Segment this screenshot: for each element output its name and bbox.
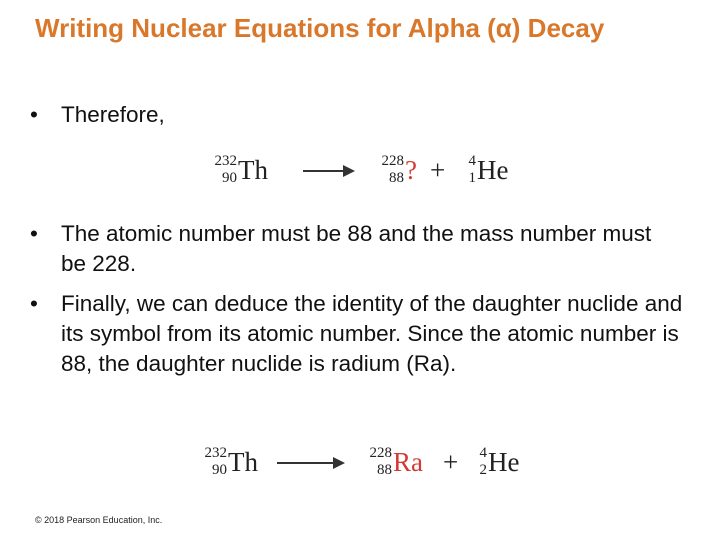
atomic-number: 1 [468, 170, 476, 186]
element-symbol: He [488, 447, 520, 477]
mass-number: 4 [468, 153, 476, 169]
unknown-symbol: ? [405, 155, 417, 185]
bullet-marker: • [30, 102, 38, 127]
element-symbol: He [477, 155, 509, 185]
mass-number: 4 [479, 445, 487, 461]
bullet-atomic-number [30, 219, 661, 279]
atomic-number: 88 [377, 462, 392, 478]
mass-number: 232 [204, 445, 227, 461]
element-symbol: Th [228, 447, 258, 477]
mass-number: 228 [369, 445, 392, 461]
mass-number: 228 [381, 153, 404, 169]
atomic-number: 2 [479, 462, 487, 478]
mass-number: 232 [214, 153, 237, 169]
atomic-number: 88 [389, 170, 404, 186]
element-symbol: Ra [393, 447, 423, 477]
nuclear-equation-radium [0, 442, 720, 486]
bullet-marker: • [30, 221, 38, 246]
plus-sign: + [430, 155, 446, 185]
atomic-number: 90 [212, 462, 227, 478]
bullet-text: Finally, we can deduce the identity of the daughter nuclide and its symbol from its atomic number. Since the atomic number is 88, the daughter nuclide is radium (Ra). [61, 291, 683, 376]
nuclear-equation-unknown [0, 150, 720, 194]
bullet-marker: • [30, 291, 38, 316]
element-symbol: Th [238, 155, 268, 185]
slide-title: Writing Nuclear Equations for Alpha (α) Decay [35, 13, 605, 43]
bullet-deduce-identity [30, 289, 691, 379]
reaction-arrow [277, 462, 343, 464]
copyright-notice: © 2018 Pearson Education, Inc. [35, 515, 163, 525]
bullet-text: Therefore, [61, 102, 165, 127]
plus-sign: + [443, 447, 459, 477]
bullet-text: The atomic number must be 88 and the mass number must be 228. [61, 221, 652, 276]
bullet-therefore [30, 100, 165, 130]
reaction-arrow [303, 170, 353, 172]
atomic-number: 90 [222, 170, 237, 186]
